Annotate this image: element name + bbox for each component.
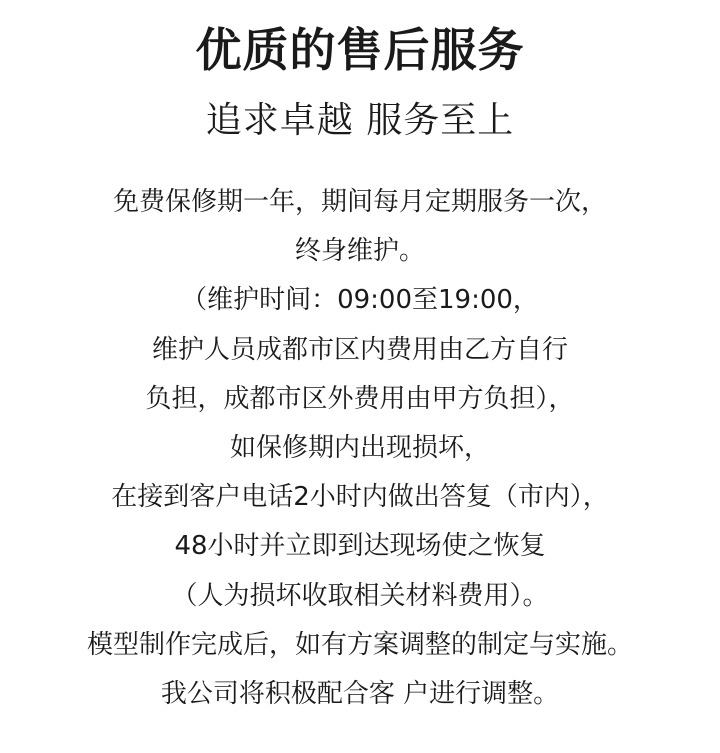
service-text-line: 终身维护。 (294, 236, 425, 267)
service-text-line: 在接到客户电话2小时内做出答复（市内）， (111, 482, 609, 513)
service-text-line: 如保修期内出现损坏， (229, 432, 490, 463)
service-description (0, 180, 720, 721)
service-text-line: 模型制作完成后，如有方案调整的制定与实施。 (86, 629, 633, 660)
service-text-line: （维护时间：09:00至19:00， (181, 285, 539, 316)
service-text-line: （人为损坏收取相关材料费用）。 (171, 580, 549, 611)
service-text-line: 48小时并立即到达现场使之恢复 (174, 531, 546, 562)
service-text-line: 维护人员成都市区内费用由乙方自行 (151, 334, 568, 365)
page-title: 优质的售后服务 (195, 23, 525, 77)
service-text-line: 我公司将积极配合客 户进行调整。 (160, 678, 560, 709)
page-subtitle: 追求卓越 服务至上 (205, 100, 515, 141)
service-text-line: 免费保修期一年，期间每月定期服务一次， (112, 187, 607, 217)
service-text-line: 负担，成都市区外费用由甲方负担）， (145, 383, 575, 414)
